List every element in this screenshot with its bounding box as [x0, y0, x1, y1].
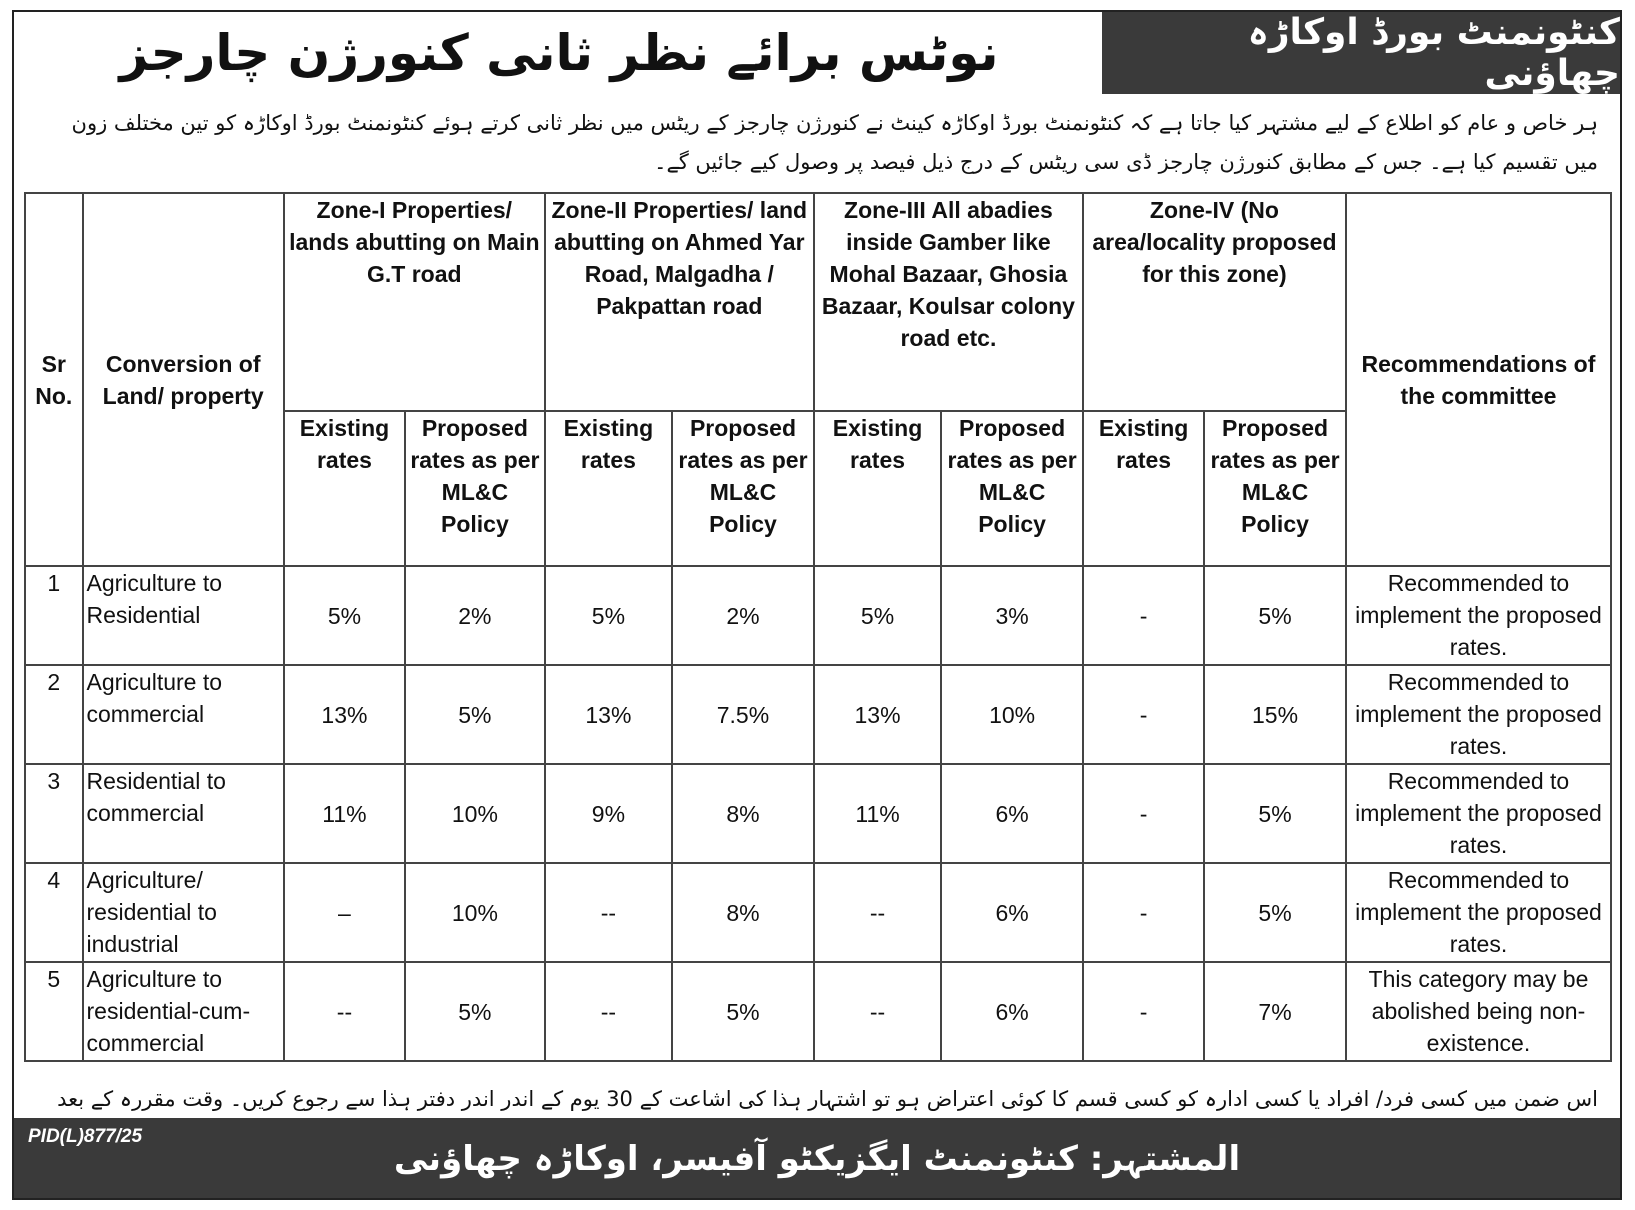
- conversion-header: Conversion of Land/ property: [83, 193, 284, 566]
- recommendation-cell: Recommended to implement the proposed rates.: [1346, 566, 1611, 665]
- zone-1-existing-cell: 11%: [284, 764, 405, 863]
- zone-3-existing-header: Existing rates: [814, 411, 941, 566]
- zone-3-proposed-cell: 6%: [941, 962, 1083, 1061]
- zone-3-existing-cell: --: [814, 863, 941, 962]
- zone-1-existing-cell: --: [284, 962, 405, 1061]
- notice-title: نوٹس برائے نظر ثانی کنورژن چارجز: [119, 24, 999, 82]
- zone-4-proposed-cell: 5%: [1204, 566, 1346, 665]
- zone-1-existing-cell: 13%: [284, 665, 405, 764]
- zone-2-existing-cell: --: [545, 863, 672, 962]
- zone-4-existing-header: Existing rates: [1083, 411, 1204, 566]
- zone-3-proposed-cell: 10%: [941, 665, 1083, 764]
- sr-no-header: Sr No.: [25, 193, 83, 566]
- zone-4-proposed-cell: 15%: [1204, 665, 1346, 764]
- sr-cell: 4: [25, 863, 83, 962]
- zone-2-existing-cell: --: [545, 962, 672, 1061]
- zone-1-existing-cell: 5%: [284, 566, 405, 665]
- intro-paragraph: ہر خاص و عام کو اطلاع کے لیے مشتہر کیا جاتا ہے کہ کنٹونمنٹ بورڈ اوکاڑہ کینٹ نے کنورژن چارجز کے ریٹس میں نظر ثانی کرتے ہوئے کنٹونمنٹ بورڈ اوکاڑہ کو تین مختلف زون میں تقسیم کیا ہے۔ جس کے مطابق کنورژن چارجز ڈی سی ریٹس کے درج ذیل فیصد پر وصول کیے جائیں گے۔: [71, 111, 1598, 174]
- zone-1-proposed-cell: 5%: [405, 665, 545, 764]
- zone-4-proposed-cell: 7%: [1204, 962, 1346, 1061]
- zone-2-header: Zone-II Properties/ land abutting on Ahmed Yar Road, Malgadha / Pakpattan road: [545, 193, 814, 411]
- conversion-cell: Agriculture to Residential: [83, 566, 284, 665]
- zone-2-existing-cell: 13%: [545, 665, 672, 764]
- zone-2-proposed-cell: 8%: [672, 863, 814, 962]
- conversion-cell: Agriculture to commercial: [83, 665, 284, 764]
- zone-4-existing-cell: -: [1083, 764, 1204, 863]
- table-row: [25, 566, 1611, 665]
- footer-bar: [14, 1118, 1620, 1198]
- zone-3-existing-cell: 13%: [814, 665, 941, 764]
- conversion-cell: Residential to commercial: [83, 764, 284, 863]
- zone-1-proposed-cell: 10%: [405, 764, 545, 863]
- closing-paragraph: اس ضمن میں کسی فرد/ افراد یا کسی ادارہ کو کسی قسم کا کوئی اعتراض ہو تو اشتہار ہذا کی اشاعت کے 30 یوم کے اندر اندر دفتر ہذا سے رجوع کریں۔ وقت مقررہ کے بعد: [57, 1087, 1598, 1111]
- recommendations-header: Recommendations of the committee: [1346, 193, 1611, 566]
- sr-cell: 2: [25, 665, 83, 764]
- zone-3-proposed-cell: 6%: [941, 764, 1083, 863]
- notice-header: [14, 12, 1620, 94]
- zone-4-existing-cell: -: [1083, 665, 1204, 764]
- zone-2-proposed-cell: 2%: [672, 566, 814, 665]
- zone-1-proposed-cell: 10%: [405, 863, 545, 962]
- zone-1-existing-header: Existing rates: [284, 411, 405, 566]
- zone-4-existing-cell: -: [1083, 962, 1204, 1061]
- conversion-rates-table: [24, 192, 1612, 1062]
- conversion-cell: Agriculture to residential-cum-commercial: [83, 962, 284, 1061]
- zone-1-proposed-header: Proposed rates as per ML&C Policy: [405, 411, 545, 566]
- zone-4-existing-cell: -: [1083, 566, 1204, 665]
- recommendation-cell: Recommended to implement the proposed rates.: [1346, 863, 1611, 962]
- zone-3-header: Zone-III All abadies inside Gamber like Mohal Bazaar, Ghosia Bazaar, Koulsar colony road etc.: [814, 193, 1083, 411]
- organization-banner: کنٹونمنٹ بورڈ اوکاڑہ چھاؤنی: [1102, 12, 1620, 94]
- zone-4-header: Zone-IV (No area/locality proposed for this zone): [1083, 193, 1346, 411]
- zone-3-proposed-cell: 6%: [941, 863, 1083, 962]
- zone-4-proposed-cell: 5%: [1204, 764, 1346, 863]
- zone-1-proposed-cell: 2%: [405, 566, 545, 665]
- zone-4-proposed-header: Proposed rates as per ML&C Policy: [1204, 411, 1346, 566]
- recommendation-cell: This category may be abolished being non-existence.: [1346, 962, 1611, 1061]
- table-row: [25, 764, 1611, 863]
- zone-2-existing-cell: 9%: [545, 764, 672, 863]
- sr-cell: 5: [25, 962, 83, 1061]
- conversion-cell: Agriculture/ residential to industrial: [83, 863, 284, 962]
- zone-3-existing-cell: 11%: [814, 764, 941, 863]
- notice-frame: [12, 10, 1622, 1200]
- zone-3-proposed-cell: 3%: [941, 566, 1083, 665]
- zone-1-existing-cell: –: [284, 863, 405, 962]
- table-row: [25, 863, 1611, 962]
- recommendation-cell: Recommended to implement the proposed rates.: [1346, 665, 1611, 764]
- pid-number: PID(L)877/25: [28, 1126, 143, 1147]
- table-row: [25, 665, 1611, 764]
- zone-2-existing-cell: 5%: [545, 566, 672, 665]
- zone-4-proposed-cell: 5%: [1204, 863, 1346, 962]
- zone-3-existing-cell: --: [814, 962, 941, 1061]
- zone-2-proposed-cell: 7.5%: [672, 665, 814, 764]
- zone-3-existing-cell: 5%: [814, 566, 941, 665]
- zone-1-proposed-cell: 5%: [405, 962, 545, 1061]
- sr-cell: 3: [25, 764, 83, 863]
- zone-2-proposed-cell: 5%: [672, 962, 814, 1061]
- recommendation-cell: Recommended to implement the proposed rates.: [1346, 764, 1611, 863]
- zone-1-header: Zone-I Properties/ lands abutting on Main G.T road: [284, 193, 545, 411]
- zone-2-proposed-header: Proposed rates as per ML&C Policy: [672, 411, 814, 566]
- zone-4-existing-cell: -: [1083, 863, 1204, 962]
- advertiser-line: المشتہر: کنٹونمنٹ ایگزیکٹو آفیسر، اوکاڑہ چھاؤنی: [393, 1138, 1241, 1179]
- zone-2-proposed-cell: 8%: [672, 764, 814, 863]
- zone-3-proposed-header: Proposed rates as per ML&C Policy: [941, 411, 1083, 566]
- sr-cell: 1: [25, 566, 83, 665]
- zone-2-existing-header: Existing rates: [545, 411, 672, 566]
- table-row: [25, 962, 1611, 1061]
